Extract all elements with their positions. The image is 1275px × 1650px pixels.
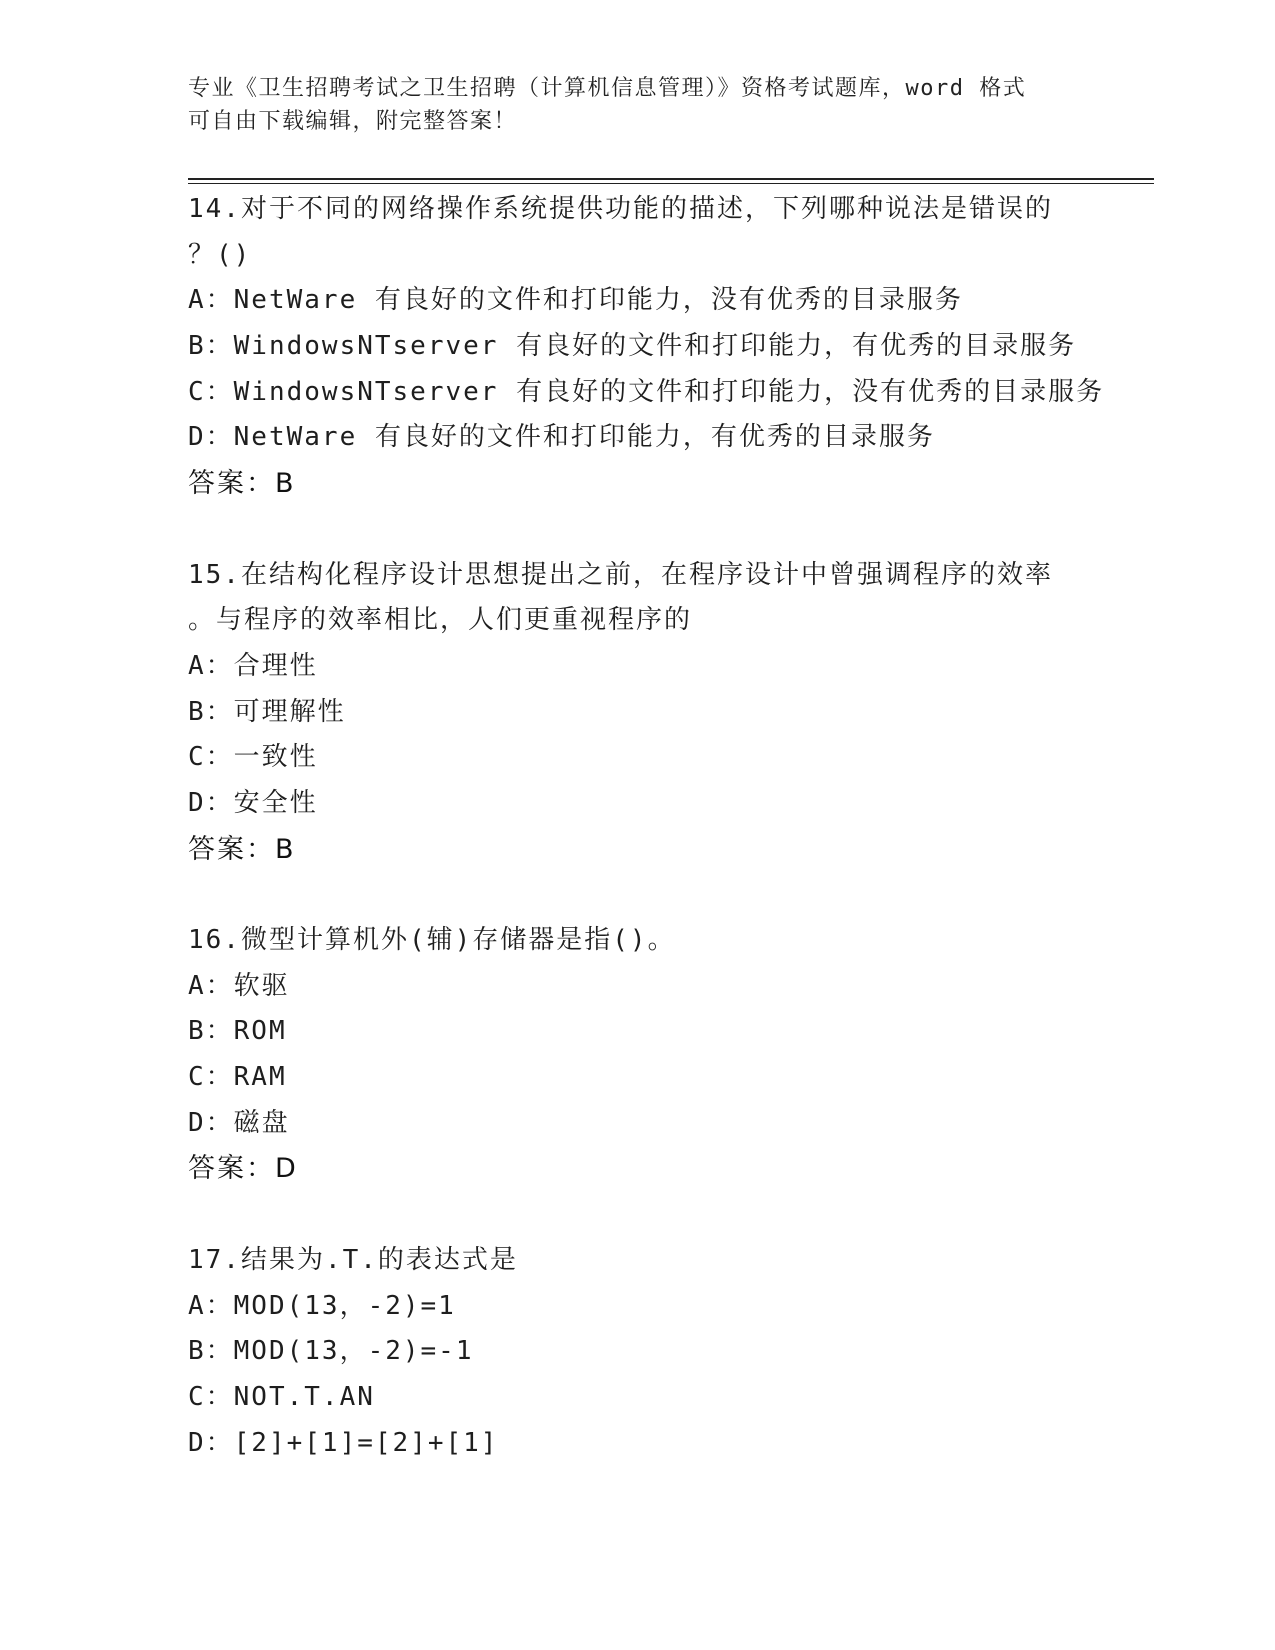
header-divider-thick [188,178,1154,180]
question-spacer [188,872,1088,918]
option-d: D：安全性 [188,787,318,818]
question-stem-line: 16.微型计算机外(辅)存储器是指()。 [188,925,676,955]
answer-label: 答案：B [188,833,296,865]
question-list [188,187,1105,1466]
option-c: C：WindowsNTserver 有良好的文件和打印能力，没有优秀的目录服务 [188,376,1105,407]
answer-label: 答案：D [188,1153,298,1185]
header-divider-thin [188,183,1154,184]
question-stem-line: 15.在结构化程序设计思想提出之前，在程序设计中曾强调程序的效率 [188,559,1053,590]
document-header [188,72,1088,138]
question-stem-line: 14.对于不同的网络操作系统提供功能的描述，下列哪种说法是错误的 [188,194,1053,224]
option-d: D：NetWare 有良好的文件和打印能力，有优秀的目录服务 [188,422,935,453]
question-stem-line: 。与程序的效率相比，人们更重视程序的 [188,605,693,636]
question-stem-line: 17.结果为.T.的表达式是 [188,1244,518,1275]
option-a: A：NetWare 有良好的文件和打印能力，没有优秀的目录服务 [188,285,963,316]
option-c: C：RAM [188,1062,287,1093]
option-a: A：合理性 [188,650,318,681]
answer-label: 答案：B [188,468,296,500]
option-a: A：软驱 [188,970,290,1001]
option-b: B：WindowsNTserver 有良好的文件和打印能力，有优秀的目录服务 [188,331,1077,362]
option-b: B：ROM [188,1016,287,1047]
option-c: C：NOT.T.AN [188,1381,375,1412]
header-line-2: 可自由下载编辑，附完整答案！ [188,109,518,134]
header-line-1: 专业《卫生招聘考试之卫生招聘（计算机信息管理）》资格考试题库，word 格式 [188,76,1027,101]
question-14 [188,187,1105,553]
option-b: B：可理解性 [188,696,346,727]
question-16 [188,918,1088,1238]
option-d: D：磁盘 [188,1107,290,1138]
option-d: D：[2]+[1]=[2]+[1] [188,1427,499,1458]
question-spacer [188,507,1088,553]
question-17 [188,1238,1088,1466]
option-a: A：MOD(13，-2)=1 [188,1290,456,1321]
question-15 [188,553,1088,919]
question-spacer [188,1192,1088,1238]
option-c: C：一致性 [188,742,318,773]
option-b: B：MOD(13，-2)=-1 [188,1336,474,1367]
question-stem-line: ？() [188,239,252,270]
